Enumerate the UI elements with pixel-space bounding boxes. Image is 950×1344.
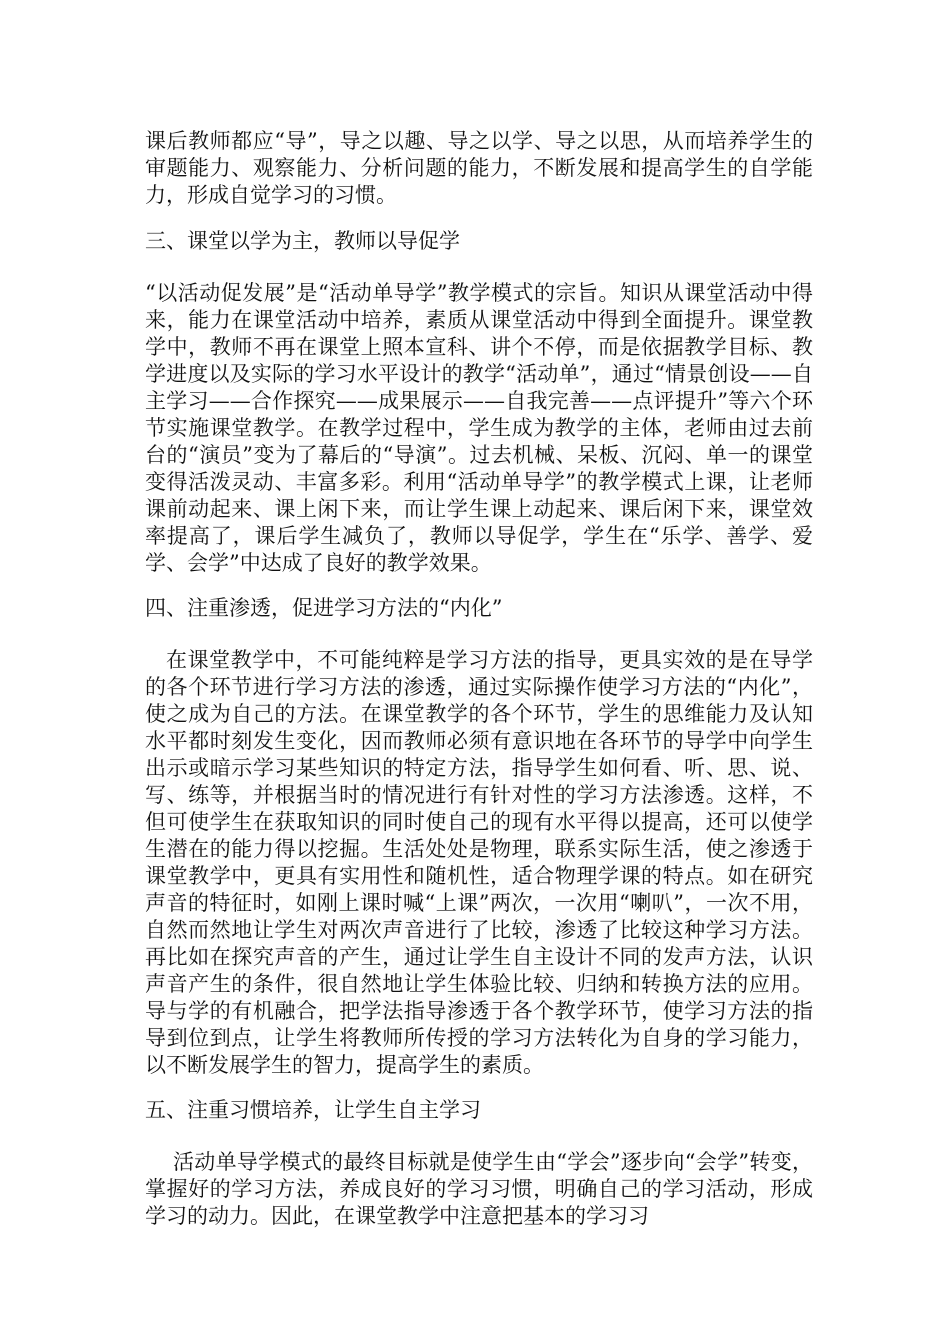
paragraph-section-5: 活动单导学模式的最终目标就是使学生由“学会”逐步向“会学”转变，掌握好的学习方法，养成良好的学习习惯，明确自己的学习活动，形成学习的动力。因此，在课堂教学中注意把基本的学习习 [145,1150,813,1228]
paragraph-section-3: “以活动促发展”是“活动单导学”教学模式的宗旨。知识从课堂活动中得来，能力在课堂活动中培养，素质从课堂活动中得到全面提升。课堂教学中，教师不再在课堂上照本宣科、讲个不停，而是依据教学目标、教学进度以及实际的学习水平设计的教学“活动单”，通过“情景创设——自主学习——合作探究——成果展示——自我完善——点评提升”等六个环节实施课堂教学。在教学过程中，学生成为教学的主体，老师由过去前台的“演员”变为了幕后的“导演”。过去机械、呆板、沉闷、单一的课堂变得活泼灵动、丰富多彩。利用“活动单导学”的教学模式上课，让老师课前动起来、课上闲下来，而让学生课上动起来、课后闲下来，课堂效率提高了，课后学生减负了，教师以导促学，学生在“乐学、善学、爱学、会学”中达成了良好的教学效果。 [145,281,813,575]
paragraph-section-4: 在课堂教学中，不可能纯粹是学习方法的指导，更具实效的是在导学的各个环节进行学习方法的渗透，通过实际操作使学习方法的“内化”，使之成为自己的方法。在课堂教学的各个环节，学生的思维能力及认知水平都时刻发生变化，因而教师必须有意识地在各环节的导学中向学生出示或暗示学习某些知识的特定方法，指导学生如何看、听、思、说、写、练等，并根据当时的情况进行有针对性的学习方法渗透。这样，不但可使学生在获取知识的同时使自己的现有水平得以提高，还可以使学生潜在的能力得以挖掘。生活处处是物理，联系实际生活，使之渗透于课堂教学中，更具有实用性和随机性，适合物理学课的特点。如在研究声音的特征时，如刚上课时喊“上课”两次，一次用“喇叭”，一次不用，自然而然地让学生对两次声音进行了比较，渗透了比较这种学习方法。再比如在探究声音的产生，通过让学生自主设计不同的发声方法，认识声音产生的条件，很自然地让学生体验比较、归纳和转换方法的应用。导与学的有机融合，把学法指导渗透于各个教学环节，使学习方法的指导到位到点，让学生将教师所传授的学习方法转化为自身的学习能力，以不断发展学生的智力，提高学生的素质。 [145,648,813,1077]
section-heading-3: 三、课堂以学为主，教师以导促学 [145,229,460,253]
section-heading-4: 四、注重渗透，促进学习方法的“内化” [145,596,503,620]
section-heading-5: 五、注重习惯培养，让学生自主学习 [145,1098,481,1122]
paragraph-intro: 课后教师都应“导”，导之以趣、导之以学、导之以思，从而培养学生的审题能力、观察能力、分析问题的能力，不断发展和提高学生的自学能力，形成自觉学习的习惯。 [145,129,813,207]
